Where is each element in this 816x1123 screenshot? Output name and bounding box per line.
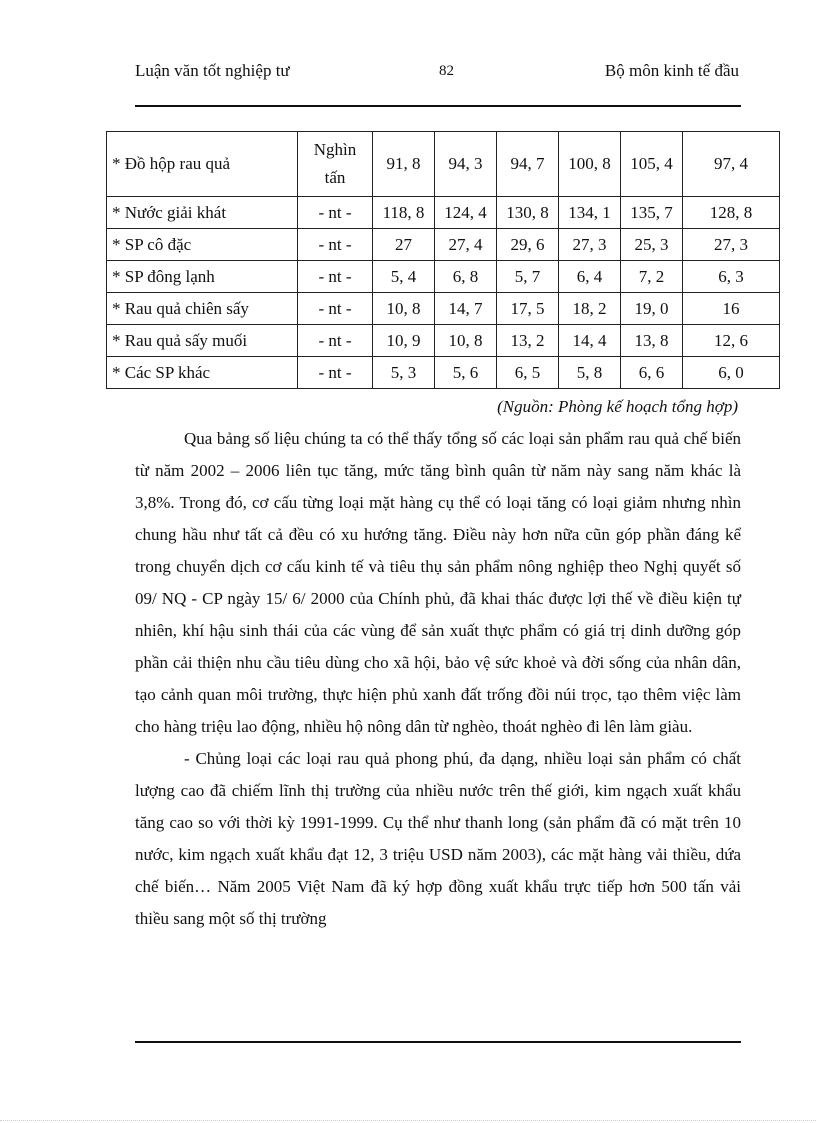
value-cell: 135, 7 [621, 197, 683, 229]
value-cell: 10, 8 [373, 293, 435, 325]
footer-rule [135, 1041, 741, 1043]
product-name-cell: * SP cô đặc [107, 229, 298, 261]
value-cell: 6, 0 [683, 357, 780, 389]
header-department: Bộ môn kinh tế đầu [604, 61, 739, 80]
value-cell: 27, 3 [683, 229, 780, 261]
table-row [107, 261, 780, 293]
value-cell: 10, 8 [435, 325, 497, 357]
value-cell: 6, 8 [435, 261, 497, 293]
value-cell: 27, 4 [435, 229, 497, 261]
value-cell: 100, 8 [559, 132, 621, 197]
value-cell: 6, 3 [683, 261, 780, 293]
table-row [107, 132, 780, 197]
value-cell: 14, 4 [559, 325, 621, 357]
value-cell: 128, 8 [683, 197, 780, 229]
value-cell: 17, 5 [497, 293, 559, 325]
value-cell: 12, 6 [683, 325, 780, 357]
value-cell: 19, 0 [621, 293, 683, 325]
value-cell: 14, 7 [435, 293, 497, 325]
value-cell: 5, 4 [373, 261, 435, 293]
product-name-cell: * Nước giải khát [107, 197, 298, 229]
unit-cell: - nt - [298, 357, 373, 389]
value-cell: 27, 3 [559, 229, 621, 261]
unit-cell: - nt - [298, 197, 373, 229]
value-cell: 94, 7 [497, 132, 559, 197]
value-cell: 10, 9 [373, 325, 435, 357]
unit-cell: - nt - [298, 229, 373, 261]
value-cell: 13, 8 [621, 325, 683, 357]
value-cell: 13, 2 [497, 325, 559, 357]
value-cell: 134, 1 [559, 197, 621, 229]
table-source: (Nguồn: Phòng kế hoạch tổng hợp) [497, 397, 738, 416]
header-rule [135, 105, 741, 107]
page-edge [0, 1120, 816, 1121]
unit-cell: - nt - [298, 293, 373, 325]
value-cell: 27 [373, 229, 435, 261]
value-cell: 25, 3 [621, 229, 683, 261]
table-row [107, 197, 780, 229]
paragraph: Qua bảng số liệu chúng ta có thể thấy tổng số các loại sản phẩm rau quả chế biến từ năm 2002 – 2006 liên tục tăng, mức tăng bình quân từ năm này sang năm khác là 3,8%. Trong đó, cơ cấu từng loại mặt hàng cụ thể có loại tăng có loại giảm nhưng nhìn chung hầu như tất cả đều có xu hướng tăng. Điều này hơn nữa cũn góp phần đáng kể trong chuyển dịch cơ cấu kinh tế và tiêu thụ sản phẩm nông nghiệp theo Nghị quyết số 09/ NQ - CP ngày 15/ 6/ 2000 của Chính phủ, đã khai thác được lợi thế về điều kiện tự nhiên, khí hậu sinh thái của các vùng để sản xuất thực phẩm có giá trị dinh dưỡng góp phần cải thiện nhu cầu tiêu dùng cho xã hội, bảo vệ sức khoẻ và đời sống của nhân dân, tạo cảnh quan môi trường, thực hiện phủ xanh đất trống đồi núi trọc, tạo thêm việc làm cho hàng triệu lao động, nhiều hộ nông dân từ nghèo, thoát nghèo đi lên làm giàu. [135, 429, 741, 736]
paragraph: - Chủng loại các loại rau quả phong phú, đa dạng, nhiều loại sản phẩm có chất lượng cao đã chiếm lĩnh thị trường của nhiều nước trên thế giới, kim ngạch xuất khẩu tăng cao so với thời kỳ 1991-1999. Cụ thể như thanh long (sản phẩm đã có mặt trên 10 nước, kim ngạch xuất khẩu đạt 12, 3 triệu USD năm 2003), các mặt hàng vải thiều, dứa chế biến… Năm 2005 Việt Nam đã ký hợp đồng xuất khẩu trực tiếp hơn 500 tấn vải thiều sang một số thị trường [135, 749, 741, 928]
unit-cell: - nt - [298, 261, 373, 293]
unit-cell [298, 132, 373, 197]
value-cell: 6, 5 [497, 357, 559, 389]
product-name-cell: * Rau quả chiên sấy [107, 293, 298, 325]
product-name-cell: * Các SP khác [107, 357, 298, 389]
product-name-cell: * Đồ hộp rau quả [107, 132, 298, 197]
product-name-cell: * Rau quả sấy muối [107, 325, 298, 357]
value-cell: 7, 2 [621, 261, 683, 293]
page-header [135, 60, 741, 106]
unit-text: Nghìn tấn [313, 140, 357, 187]
value-cell: 91, 8 [373, 132, 435, 197]
value-cell: 5, 8 [559, 357, 621, 389]
value-cell: 105, 4 [621, 132, 683, 197]
value-cell: 6, 6 [621, 357, 683, 389]
value-cell: 5, 7 [497, 261, 559, 293]
value-cell: 18, 2 [559, 293, 621, 325]
value-cell: 5, 3 [373, 357, 435, 389]
production-table [106, 131, 780, 389]
value-cell: 94, 3 [435, 132, 497, 197]
table-row [107, 293, 780, 325]
value-cell: 124, 4 [435, 197, 497, 229]
value-cell: 29, 6 [497, 229, 559, 261]
value-cell: 6, 4 [559, 261, 621, 293]
value-cell: 5, 6 [435, 357, 497, 389]
value-cell: 16 [683, 293, 780, 325]
value-cell: 118, 8 [373, 197, 435, 229]
value-cell: 97, 4 [683, 132, 780, 197]
table-row [107, 229, 780, 261]
product-name-cell: * SP đông lạnh [107, 261, 298, 293]
unit-cell: - nt - [298, 325, 373, 357]
value-cell: 130, 8 [497, 197, 559, 229]
table-row [107, 325, 780, 357]
header-thesis-title: Luận văn tốt nghiệp tư [135, 61, 290, 80]
table-row [107, 357, 780, 389]
page-number: 82 [439, 63, 454, 79]
body-text [135, 423, 741, 935]
